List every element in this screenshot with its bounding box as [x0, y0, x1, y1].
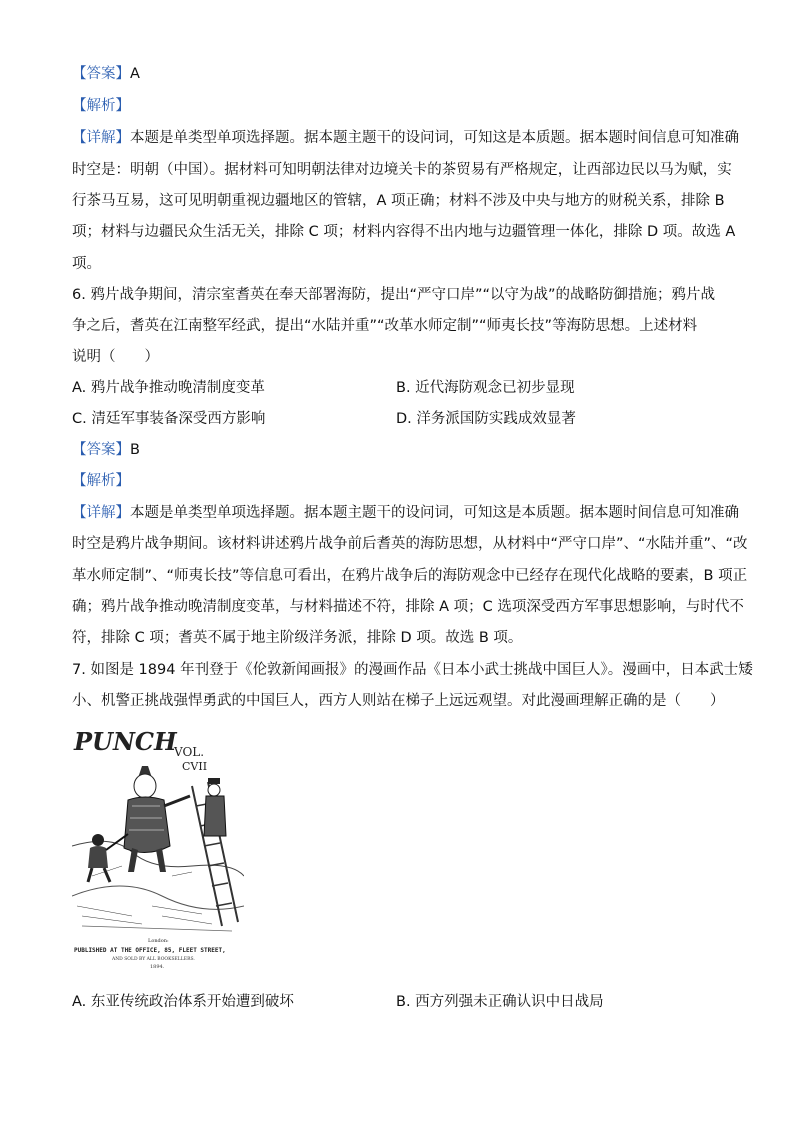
answer-tag: 【答案】 [72, 66, 130, 82]
cartoon-title: PUNCH [74, 727, 177, 756]
q6-answer-line [72, 440, 140, 460]
q7-option-a[interactable]: A. 东亚传统政治体系开始遭到破坏 [72, 994, 294, 1010]
cartoon-footer-2: PUBLISHED AT THE OFFICE, 85, FLEET STREET, [74, 947, 226, 954]
q5-detail-line: 时空是：明朝（中国）。据材料可知明朝法律对边境关卡的茶贸易有严格规定，让西部边民以马为赋，实 [72, 162, 732, 178]
q5-detail-line: 行茶马互易，这可见明朝重视边疆地区的管辖，A 项正确；材料不涉及中央与地方的财税关系，排除 B [72, 193, 725, 209]
westerner-on-ladder [192, 778, 238, 926]
cartoon-footer-1: London: [148, 938, 169, 944]
answer-value: B [130, 442, 140, 458]
detail-tag: 【详解】 [72, 505, 130, 521]
q6-stem-line: 说明（ ） [72, 349, 159, 365]
q6-detail-line: 时空是鸦片战争期间。该材料讲述鸦片战争前后耆英的海防思想，从材料中“严守口岸”、“水陆并重”、“改 [72, 536, 748, 552]
q6-detail-line: 符，排除 C 项；耆英不属于地主阶级洋务派，排除 D 项。故选 B 项。 [72, 630, 523, 646]
q6-option-d[interactable]: D. 洋务派国防实践成效显著 [396, 411, 576, 427]
q6-detail-line: 革水师定制”、“师夷长技”等信息可看出，在鸦片战争后的海防观念中已经存在现代化战略的要素，B 项正 [72, 568, 748, 584]
q6-option-b[interactable]: B. 近代海防观念已初步显现 [396, 380, 575, 396]
cartoon-vol-number: CVII [182, 760, 208, 773]
q6-option-c[interactable]: C. 清廷军事装备深受西方影响 [72, 411, 266, 427]
cartoon-footer-3: AND SOLD BY ALL BOOKSELLERS. [112, 957, 195, 962]
q5-answer-line [72, 64, 140, 84]
giant-figure [124, 766, 190, 872]
q7-option-b[interactable]: B. 西方列强未正确认识中日战局 [396, 994, 604, 1010]
detail-text: 本题是单类型单项选择题。据本题主题干的设问词，可知这是本质题。据本题时间信息可知准确 [130, 130, 739, 146]
q6-option-a[interactable]: A. 鸦片战争推动晚清制度变革 [72, 380, 265, 396]
answer-tag: 【答案】 [72, 442, 130, 458]
q7-stem-line: 7. 如图是 1894 年刊登于《伦敦新闻画报》的漫画作品《日本小武士挑战中国巨人》。漫画中，日本武士矮 [72, 662, 753, 678]
detail-text: 本题是单类型单项选择题。据本题主题干的设问词，可知这是本质题。据本题时间信息可知准确 [130, 505, 739, 521]
q6-stem-line: 6. 鸦片战争期间，清宗室耆英在奉天部署海防，提出“严守口岸”“以守为战”的战略防御措施；鸦片战 [72, 287, 715, 303]
q6-analysis-tag: 【解析】 [72, 473, 130, 489]
cartoon-vol: VOL. [174, 745, 205, 759]
q6-detail-line [72, 503, 739, 523]
q5-analysis-tag: 【解析】 [72, 98, 130, 114]
q6-detail-line: 确；鸦片战争推动晚清制度变革，与材料描述不符，排除 A 项；C 选项深受西方军事思想影响，与时代不 [72, 599, 744, 615]
q5-detail-line [72, 128, 739, 148]
cartoon-footer-4: 1894. [150, 964, 165, 970]
q5-detail-line: 项；材料与边疆民众生活无关，排除 C 项；材料内容得不出内地与边疆管理一体化，排除 D 项。故选 A [72, 224, 736, 240]
q7-stem-line: 小、机警正挑战强悍勇武的中国巨人，西方人则站在梯子上远远观望。对此漫画理解正确的是（ ） [72, 693, 725, 709]
punch-cartoon-image [72, 726, 244, 974]
answer-value: A [130, 66, 140, 82]
q5-detail-line: 项。 [72, 256, 101, 272]
q6-stem-line: 争之后，耆英在江南整军经武，提出“水陆并重”“改革水师定制”“师夷长技”等海防思想。上述材料 [72, 318, 698, 334]
detail-tag: 【详解】 [72, 130, 130, 146]
